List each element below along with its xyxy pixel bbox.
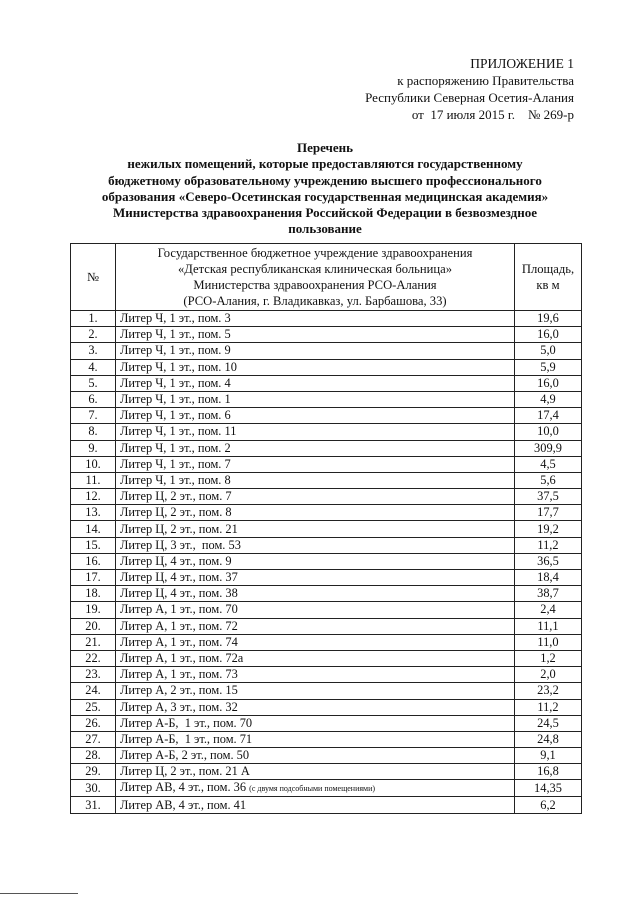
table-row [71,521,582,537]
row-number: 2. [71,327,116,343]
table-row [71,359,582,375]
premises-name: Литер А, 2 эт., пом. 15 [120,683,238,698]
premises-name: Литер Ч, 1 эт., пом. 8 [120,472,231,487]
row-number: 15. [71,537,116,553]
appendix-date-number: от 17 июля 2015 г. № 269-р [411,107,574,122]
table-row [71,553,582,569]
row-number: 28. [71,748,116,764]
premises-name: Литер А-Б, 2 эт., пом. 50 [120,748,250,763]
premises-name: Литер А, 1 эт., пом. 72а [120,651,244,666]
row-area: 38,7 [515,586,582,602]
row-premises [116,408,515,424]
title-line: Министерства здравоохранения Российской Федерации в безвозмездное [112,205,538,221]
row-number: 6. [71,391,116,407]
row-number: 21. [71,634,116,650]
table-row [71,797,582,813]
row-premises [116,375,515,391]
table-header-row [71,244,582,311]
premises-name: Литер А-Б, 1 эт., пом. 70 [120,715,253,730]
row-number: 25. [71,699,116,715]
premises-name: Литер Ч, 1 эт., пом. 10 [120,359,237,374]
row-premises [116,553,515,569]
row-number: 11. [71,472,116,488]
row-number: 13. [71,505,116,521]
table-row [71,780,582,797]
premises-name: Литер Ц, 4 эт., пом. 9 [120,553,232,568]
row-number: 20. [71,618,116,634]
row-premises [116,456,515,472]
table-row [71,505,582,521]
row-premises [116,343,515,359]
row-premises [116,570,515,586]
table-row [71,343,582,359]
premises-name: Литер А, 1 эт., пом. 73 [120,667,238,682]
row-number: 24. [71,683,116,699]
row-area: 5,0 [515,343,582,359]
row-premises [116,618,515,634]
row-number: 12. [71,489,116,505]
row-area: 2,0 [515,667,582,683]
table-row [71,456,582,472]
row-premises [116,537,515,553]
premises-name: Литер АВ, 4 эт., пом. 41 [120,797,247,812]
row-premises [116,797,515,813]
title-line: бюджетному образовательному учреждению высшего профессионального [108,172,542,188]
table-row [71,618,582,634]
row-area: 19,2 [515,521,582,537]
premises-name: Литер Ц, 4 эт., пом. 38 [120,586,238,601]
row-area: 18,4 [515,570,582,586]
row-area: 11,1 [515,618,582,634]
title-line: пользование [288,221,362,237]
row-number: 9. [71,440,116,456]
row-premises [116,699,515,715]
row-area: 11,2 [515,699,582,715]
row-area: 11,0 [515,634,582,650]
header-area-unit: кв м [536,278,560,292]
table-row [71,570,582,586]
row-area: 5,6 [515,472,582,488]
row-number: 16. [71,553,116,569]
table-row [71,715,582,731]
row-number: 7. [71,408,116,424]
row-number: 19. [71,602,116,618]
appendix-ref-line: к распоряжению Правительства [397,73,574,88]
row-area: 17,4 [515,408,582,424]
row-area: 2,4 [515,602,582,618]
premises-name: Литер Ч, 1 эт., пом. 6 [120,408,231,423]
row-number: 5. [71,375,116,391]
table-row [71,391,582,407]
row-premises [116,667,515,683]
premises-name: Литер Ч, 1 эт., пом. 3 [120,311,231,326]
premises-name: Литер Ч, 1 эт., пом. 1 [120,392,231,407]
row-premises [116,472,515,488]
header-area-line: Площадь, [521,262,575,276]
table-row [71,440,582,456]
header-area [515,244,582,311]
premises-name: Литер Ц, 2 эт., пом. 8 [120,505,232,520]
row-area: 4,9 [515,391,582,407]
row-number: 14. [71,521,116,537]
row-number: 17. [71,570,116,586]
header-institution-line: (РСО-Алания, г. Владикавказ, ул. Барбашова, 33) [183,294,447,308]
premises-name: Литер А-Б, 1 эт., пом. 71 [120,731,253,746]
row-area: 309,9 [515,440,582,456]
row-premises [116,731,515,747]
title-line: Перечень [296,140,354,155]
row-area: 14,35 [515,780,582,797]
appendix-title: ПРИЛОЖЕНИЕ 1 [470,56,574,71]
premises-name: Литер Ц, 3 эт., пом. 53 [120,537,241,552]
premises-note: (с двумя подсобными помещениями) [249,784,376,794]
premises-name: Литер Ц, 2 эт., пом. 7 [120,489,232,504]
premises-name: Литер А, 1 эт., пом. 70 [120,602,238,617]
row-area: 10,0 [515,424,582,440]
row-area: 19,6 [515,311,582,327]
premises-name: Литер Ч, 1 эт., пом. 7 [120,456,231,471]
row-area: 5,9 [515,359,582,375]
row-area: 4,5 [515,456,582,472]
row-premises [116,521,515,537]
table-row [71,764,582,780]
row-premises [116,440,515,456]
row-premises [116,424,515,440]
premises-table [70,243,582,814]
document-title [70,140,580,238]
row-area: 23,2 [515,683,582,699]
row-area: 24,8 [515,731,582,747]
row-premises [116,683,515,699]
table-row [71,327,582,343]
table-row [71,472,582,488]
row-area: 37,5 [515,489,582,505]
row-area: 16,0 [515,327,582,343]
header-institution-line: Государственное бюджетное учреждение здравоохранения [157,246,473,260]
table-row [71,634,582,650]
footer-rule [0,893,78,894]
table-row [71,489,582,505]
table-row [71,408,582,424]
premises-name: Литер Ц, 2 эт., пом. 21 А [120,764,250,779]
row-premises [116,780,515,797]
row-premises [116,311,515,327]
row-premises [116,586,515,602]
table-row [71,586,582,602]
premises-name: Литер Ч, 1 эт., пом. 9 [120,343,231,358]
premises-name: Литер А, 1 эт., пом. 74 [120,634,238,649]
row-premises [116,327,515,343]
premises-name: Литер Ц, 4 эт., пом. 37 [120,570,238,585]
row-number: 1. [71,311,116,327]
row-number: 27. [71,731,116,747]
appendix-block [365,55,574,123]
row-area: 11,2 [515,537,582,553]
table-row [71,699,582,715]
row-premises [116,634,515,650]
row-number: 29. [71,764,116,780]
row-area: 9,1 [515,748,582,764]
row-number: 3. [71,343,116,359]
table-row [71,667,582,683]
row-area: 6,2 [515,797,582,813]
premises-name: Литер Ч, 1 эт., пом. 4 [120,375,231,390]
table-row [71,537,582,553]
header-institution-line: «Детская республиканская клиническая больница» [178,262,452,276]
premises-name: Литер А, 3 эт., пом. 32 [120,699,238,714]
row-number: 10. [71,456,116,472]
row-area: 16,0 [515,375,582,391]
table-row [71,602,582,618]
row-area: 17,7 [515,505,582,521]
header-number: № [71,244,116,311]
premises-name: Литер Ч, 1 эт., пом. 2 [120,440,231,455]
row-premises [116,489,515,505]
row-area: 36,5 [515,553,582,569]
row-number: 22. [71,650,116,666]
header-institution [116,244,515,311]
row-area: 1,2 [515,650,582,666]
premises-name: Литер Ч, 1 эт., пом. 5 [120,327,231,342]
header-institution-line: Министерства здравоохранения РСО-Алания [193,278,437,292]
row-number: 23. [71,667,116,683]
row-number: 8. [71,424,116,440]
premises-name: Литер Ч, 1 эт., пом. 11 [120,424,237,439]
row-premises [116,602,515,618]
row-area: 16,8 [515,764,582,780]
row-premises [116,764,515,780]
table-row [71,731,582,747]
row-number: 30. [71,780,116,797]
row-number: 31. [71,797,116,813]
premises-name: Литер Ц, 2 эт., пом. 21 [120,521,238,536]
appendix-republic-line: Республики Северная Осетия-Алания [365,90,574,105]
premises-name: Литер АВ, 4 эт., пом. 36 [120,780,247,795]
row-premises [116,715,515,731]
table-row [71,311,582,327]
row-premises [116,391,515,407]
row-number: 18. [71,586,116,602]
title-line: нежилых помещений, которые предоставляются государственному [127,156,523,172]
row-premises [116,748,515,764]
row-number: 4. [71,359,116,375]
row-premises [116,650,515,666]
premises-name: Литер А, 1 эт., пом. 72 [120,618,238,633]
table-row [71,424,582,440]
table-row [71,748,582,764]
title-line: образования «Северо-Осетинская государственная медицинская академия» [101,188,549,204]
row-premises [116,505,515,521]
row-number: 26. [71,715,116,731]
table-body [71,311,582,814]
table-row [71,650,582,666]
row-premises [116,359,515,375]
table-row [71,683,582,699]
table-row [71,375,582,391]
row-area: 24,5 [515,715,582,731]
